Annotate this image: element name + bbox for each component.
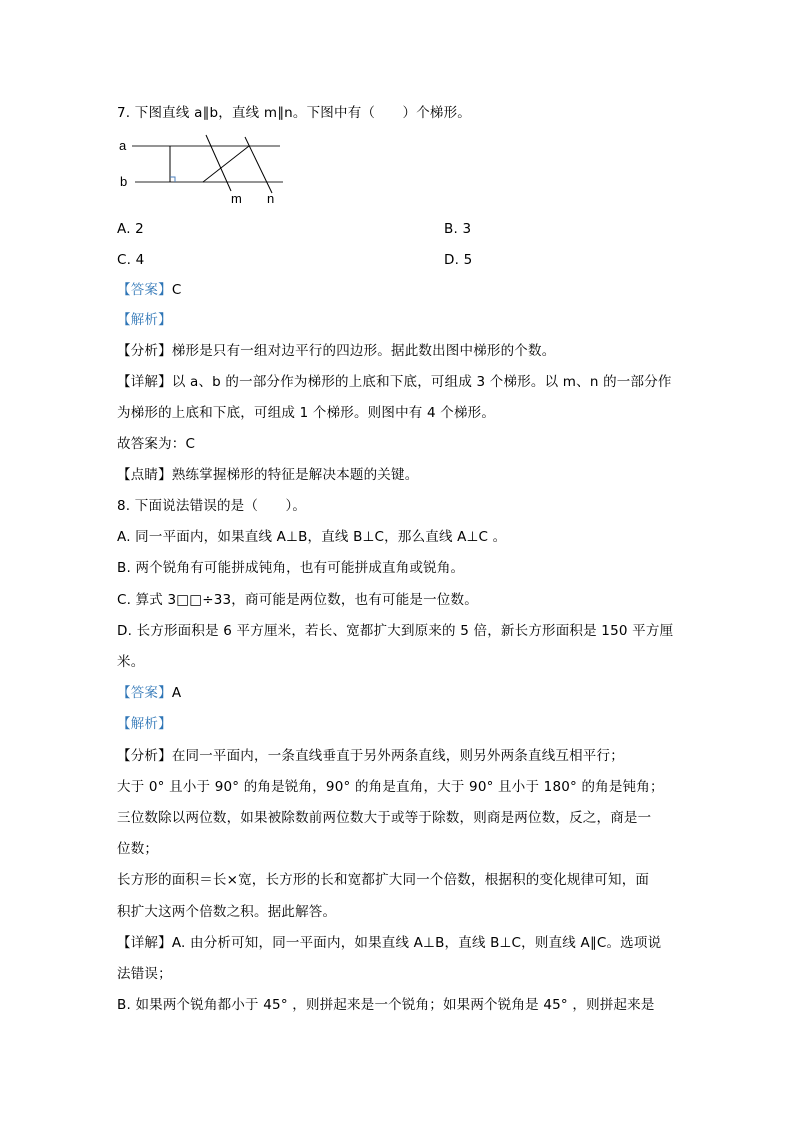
right-angle-mark (170, 177, 175, 182)
fenxi-label: 【分析】 (117, 343, 172, 359)
q7-stem: 7. 下图直线 a∥b，直线 m∥n。下图中有（ ）个梯形。 (117, 105, 472, 121)
label-m: m (231, 191, 242, 206)
q8-stem: 8. 下面说法错误的是（ ）。 (117, 498, 307, 514)
q8-xiangjie-line: B. 如果两个锐角都小于 45° ，则拼起来是一个锐角；如果两个锐角是 45° ，则拼起来是 (117, 997, 655, 1013)
q8-xiangjie (117, 934, 661, 952)
q7-option-b: B. 3 (444, 221, 472, 237)
q8-analysis-label: 【解析】 (117, 716, 172, 732)
q8-fenxi (117, 747, 624, 765)
q8-fenxi-line: 大于 0° 且小于 90° 的角是锐角，90° 的角是直角，大于 90° 且小于 180° 的角是钝角； (117, 779, 664, 795)
q7-xiangjie (117, 373, 672, 391)
fenxi-text: 在同一平面内，一条直线垂直于另外两条直线，则另外两条直线互相平行； (171, 748, 624, 764)
q7-diagram (0, 0, 794, 215)
q8-fenxi-line: 位数； (117, 841, 159, 857)
q7-xiangjie-line2: 为梯形的上底和下底，可组成 1 个梯形。则图中有 4 个梯形。 (117, 405, 496, 421)
answer-label: 【答案】 (117, 282, 172, 298)
xiangjie-label: 【详解】 (117, 935, 172, 951)
xiangjie-label: 【详解】 (117, 374, 172, 390)
q8-fenxi-line: 三位数除以两位数，如果被除数前两位数大于或等于除数，则商是两位数，反之，商是一 (117, 810, 652, 826)
answer-label: 【答案】 (117, 685, 172, 701)
q7-option-a: A. 2 (117, 221, 144, 237)
q8-fenxi-line: 积扩大这两个倍数之积。据此解答。 (117, 904, 337, 920)
q8-option-d-cont: 米。 (117, 654, 145, 670)
q8-option-b: B. 两个锐角有可能拼成钝角，也有可能拼成直角或锐角。 (117, 560, 465, 576)
q8-option-d: D. 长方形面积是 6 平方厘米，若长、宽都扩大到原来的 5 倍，新长方形面积是 150 平方厘 (117, 623, 674, 639)
q8-fenxi-line: 长方形的面积＝长×宽，长方形的长和宽都扩大同一个倍数，根据积的变化规律可知，面 (117, 872, 650, 888)
q8-answer (117, 684, 181, 702)
fenxi-text: 梯形是只有一组对边平行的四边形。据此数出图中梯形的个数。 (171, 343, 556, 359)
q8-xiangjie-line: 法错误； (117, 966, 172, 982)
label-a: a (119, 138, 127, 153)
q7-answer (117, 281, 181, 299)
diagonal-line (203, 146, 249, 182)
label-b: b (120, 174, 128, 189)
q8-option-c: C. 算式 3□□÷33，商可能是两位数，也有可能是一位数。 (117, 592, 478, 608)
answer-value: A (171, 685, 182, 701)
dianjing-text: 熟练掌握梯形的特征是解决本题的关键。 (171, 467, 419, 483)
q7-analysis-label: 【解析】 (117, 312, 172, 328)
label-n: n (267, 191, 275, 206)
fenxi-label: 【分析】 (117, 748, 172, 764)
q8-option-a: A. 同一平面内，如果直线 A⊥B，直线 B⊥C，那么直线 A⊥C 。 (117, 529, 507, 545)
q7-option-c: C. 4 (117, 252, 145, 268)
q7-conclusion: 故答案为：C (117, 436, 196, 452)
q7-fenxi (117, 342, 555, 360)
q7-dianjing (117, 466, 418, 484)
q7-option-d: D. 5 (444, 252, 473, 268)
dianjing-label: 【点睛】 (117, 467, 172, 483)
xiangjie-text: 以 a、b 的一部分作为梯形的上底和下底，可组成 3 个梯形。以 m、n 的一部分作 (171, 374, 672, 390)
answer-value: C (171, 282, 182, 298)
xiangjie-text: A. 由分析可知，同一平面内，如果直线 A⊥B，直线 B⊥C，则直线 A∥C。选项说 (171, 935, 662, 951)
